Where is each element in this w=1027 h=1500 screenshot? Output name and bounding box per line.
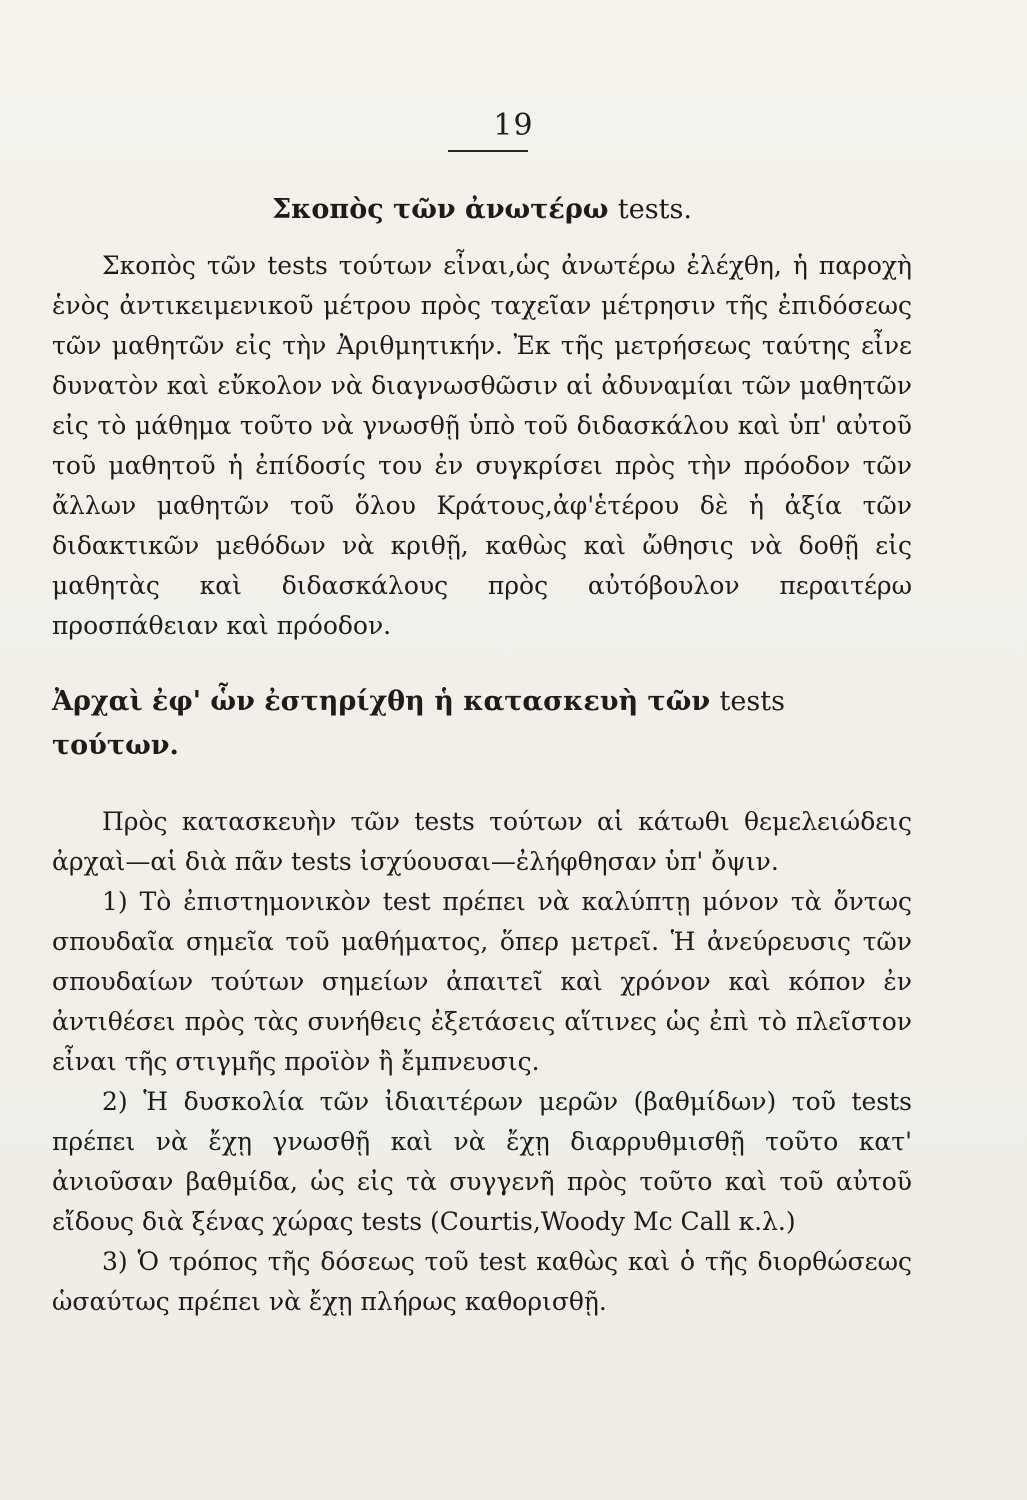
principle-item-1: 1) Τὸ ἐπιστημονικὸν test πρέπει νὰ καλύπτῃ μόνον τὰ ὄντως σπουδαῖα σημεῖα τοῦ μαθήματος, ὅπερ μετρεῖ. Ἡ ἀνεύρευσις τῶν σπουδαίων τούτων σημείων ἀπαιτεῖ καὶ χρόνον καὶ κόπον ἐν ἀντιθέσει πρὸς τὰς συνήθεις ἐξετάσεις αἵτινες ὡς ἐπὶ τὸ πλεῖστον εἶναι τῆς στιγμῆς προϊὸν ἢ ἔμπνευσις.: [52, 887, 912, 1076]
heading-latin-text: tests.: [617, 194, 692, 225]
section-heading-principles: [52, 680, 912, 768]
heading-principles-part2: τούτων.: [52, 730, 179, 761]
page-number: 19: [493, 108, 534, 143]
heading-principles-latin: tests: [719, 686, 785, 717]
principles-intro-paragraph: Πρὸς κατασκευὴν τῶν tests τούτων αἱ κάτωθι θεμελειώδεις ἀρχαὶ—αἱ διὰ πᾶν tests ἰσχύουσαι—ἐλήφθησαν ὑπ' ὄψιν.: [52, 807, 912, 876]
principle-item-2: 2) Ἡ δυσκολία τῶν ἰδιαιτέρων μερῶν (βαθμίδων) τοῦ tests πρέπει νὰ ἔχῃ γνωσθῇ καὶ νὰ ἔχῃ διαρρυθμισθῇ τοῦτο κατ' ἀνιοῦσαν βαθμίδα, ὡς εἰς τὰ συγγενῆ πρὸς τοῦτο καὶ τοῦ αὐτοῦ εἴδους διὰ ξένας χώρας tests (Courtis,Woody Mc Call κ.λ.): [52, 1087, 912, 1236]
heading-greek-text: Σκοπὸς τῶν ἀνωτέρω: [272, 194, 609, 225]
page-number-underline: [448, 150, 528, 152]
principle-item-3: 3) Ὁ τρόπος τῆς δόσεως τοῦ test καθὼς καὶ ὁ τῆς διορθώσεως ὡσαύτως πρέπει νὰ ἔχῃ πλήρως καθορισθῇ.: [52, 1247, 912, 1316]
heading-principles-part1: Ἀρχαὶ ἐφ' ὧν ἐστηρίχθη ἡ κατασκευὴ τῶν: [52, 686, 711, 717]
page-content: [52, 184, 912, 1322]
section-heading-purpose: [52, 184, 912, 236]
purpose-paragraph: Σκοπὸς τῶν tests τούτων εἶναι,ὡς ἀνωτέρω ἐλέχθη, ἡ παροχὴ ἑνὸς ἀντικειμενικοῦ μέτρου πρὸς ταχεῖαν μέτρησιν τῆς ἐπιδόσεως τῶν μαθητῶν εἰς τὴν Ἀριθμητικήν. Ἐκ τῆς μετρήσεως ταύτης εἶνε δυνατὸν καὶ εὔκολον νὰ διαγνωσθῶσιν αἱ ἀδυναμίαι τῶν μαθητῶν εἰς τὸ μάθημα τοῦτο νὰ γνωσθῇ ὑπὸ τοῦ διδασκάλου καὶ ὑπ' αὐτοῦ τοῦ μαθητοῦ ἡ ἐπίδοσίς του ἐν συγκρίσει πρὸς τὴν πρόοδον τῶν ἄλλων μαθητῶν τοῦ ὅλου Κράτους,ἀφ'ἑτέρου δὲ ἡ ἀξία τῶν διδακτικῶν μεθόδων νὰ κριθῇ, καθὼς καὶ ὤθησις νὰ δοθῇ εἰς μαθητὰς καὶ διδασκάλους πρὸς αὐτόβουλον περαιτέρω προσπάθειαν καὶ πρόοδον.: [52, 251, 912, 640]
